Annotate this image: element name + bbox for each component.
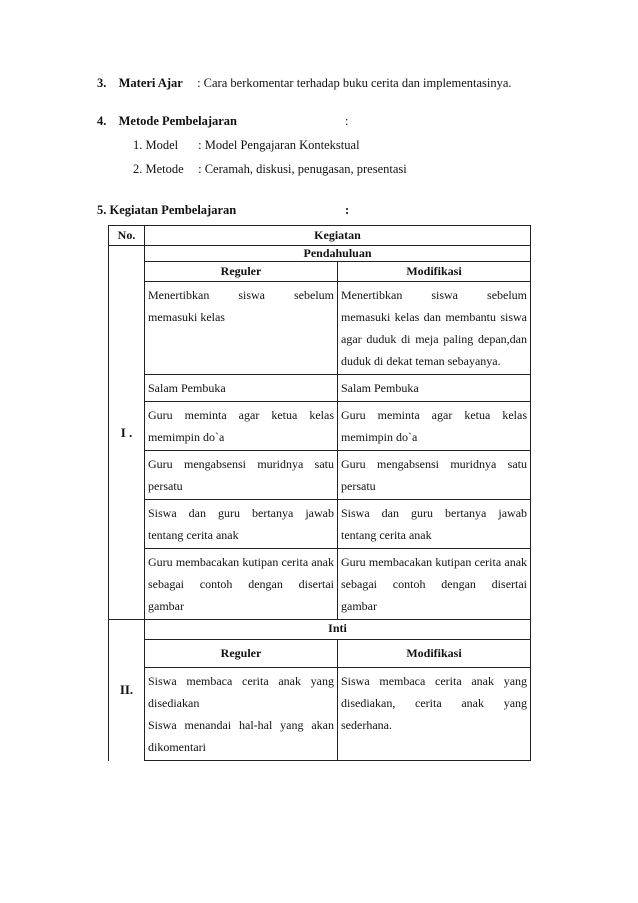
cell-modifikasi xyxy=(338,668,531,761)
activity-table xyxy=(108,225,531,761)
inti-subheader-row xyxy=(109,640,531,668)
cell-text: Siswa dan guru bertanya jawab tentang cerita anak xyxy=(341,506,528,542)
table-header-row xyxy=(109,226,531,246)
cell-modifikasi xyxy=(338,282,531,375)
phase-number-pendahuluan xyxy=(109,246,145,620)
table-row xyxy=(109,451,531,500)
section-5-number: 5. xyxy=(97,203,107,217)
method-item-label: 1. Model xyxy=(133,138,179,152)
table-row xyxy=(109,402,531,451)
section-4-title: Metode Pembelajaran xyxy=(118,114,237,128)
section-4-colon: : xyxy=(345,114,349,128)
pendahuluan-subheader-row xyxy=(109,262,531,282)
cell-text: Salam Pembuka xyxy=(341,381,419,395)
cell-text: Menertibkan siswa sebelum memasuki kelas xyxy=(148,288,334,324)
section-5 xyxy=(97,203,236,218)
section-4-number: 4. xyxy=(97,114,107,128)
cell-text: Guru meminta agar ketua kelas memimpin do`a xyxy=(341,408,528,444)
cell-text: Menertibkan siswa sebelum memasuki kelas dan membantu siswa agar duduk di meja paling depan,dan duduk di dekat teman sebayanya. xyxy=(341,288,528,368)
cell-text: Guru mengabsensi muridnya satu persatu xyxy=(341,457,528,493)
section-3-number: 3. xyxy=(97,76,107,90)
phase-number-label: I . xyxy=(120,424,133,440)
cell-modifikasi xyxy=(338,375,531,402)
cell-text: Siswa menandai hal-hal yang akan dikomentari xyxy=(148,718,334,754)
cell-modifikasi xyxy=(338,402,531,451)
section-5-title: Kegiatan Pembelajaran xyxy=(109,203,237,217)
table-row xyxy=(109,668,531,761)
table-row xyxy=(109,375,531,402)
section-5-colon: : xyxy=(345,203,350,217)
cell-text: Siswa dan guru bertanya jawab tentang cerita anak xyxy=(148,506,334,542)
cell-reguler xyxy=(145,282,338,375)
method-item-label: 2. Metode xyxy=(133,162,184,176)
method-item-value: : Ceramah, diskusi, penugasan, presentasi xyxy=(198,162,407,176)
col-header-no: No. xyxy=(109,226,145,246)
section-3-title: Materi Ajar xyxy=(118,76,183,90)
table-row xyxy=(109,549,531,620)
cell-text: Salam Pembuka xyxy=(148,381,226,395)
cell-text: Guru membacakan kutipan cerita anak sebagai contoh dengan disertai gambar xyxy=(341,555,528,613)
pendahuluan-title-row xyxy=(109,246,531,262)
cell-text: Guru membacakan kutipan cerita anak sebagai contoh dengan disertai gambar xyxy=(148,555,334,613)
cell-modifikasi xyxy=(338,500,531,549)
cell-text: Siswa membaca cerita anak yang disediakan, cerita anak yang sederhana. xyxy=(341,674,528,732)
cell-reguler xyxy=(145,668,338,761)
phase-number-inti xyxy=(109,620,145,761)
phase-title-pendahuluan: Pendahuluan xyxy=(145,246,531,262)
phase-number-label: II. xyxy=(119,682,134,698)
method-item-value: : Model Pengajaran Kontekstual xyxy=(198,138,360,152)
cell-text: Guru mengabsensi muridnya satu persatu xyxy=(148,457,334,493)
cell-reguler xyxy=(145,549,338,620)
subheader-modifikasi: Modifikasi xyxy=(338,262,531,282)
cell-modifikasi xyxy=(338,451,531,500)
subheader-reguler: Reguler xyxy=(145,262,338,282)
method-item-metode xyxy=(133,162,407,177)
cell-text: Siswa membaca cerita anak yang disediakan xyxy=(148,674,334,710)
cell-reguler xyxy=(145,451,338,500)
section-3 xyxy=(97,76,512,91)
col-header-kegiatan: Kegiatan xyxy=(145,226,531,246)
table-row xyxy=(109,282,531,375)
section-4 xyxy=(97,114,237,129)
section-3-value: : Cara berkomentar terhadap buku cerita dan implementasinya. xyxy=(197,76,512,90)
inti-title-row xyxy=(109,620,531,640)
table-row xyxy=(109,500,531,549)
subheader-reguler: Reguler xyxy=(145,640,338,668)
method-item-model xyxy=(133,138,360,153)
cell-text: Guru meminta agar ketua kelas memimpin do`a xyxy=(148,408,334,444)
cell-reguler xyxy=(145,402,338,451)
phase-title-inti: Inti xyxy=(145,620,531,640)
cell-reguler xyxy=(145,500,338,549)
cell-modifikasi xyxy=(338,549,531,620)
cell-reguler xyxy=(145,375,338,402)
subheader-modifikasi: Modifikasi xyxy=(338,640,531,668)
